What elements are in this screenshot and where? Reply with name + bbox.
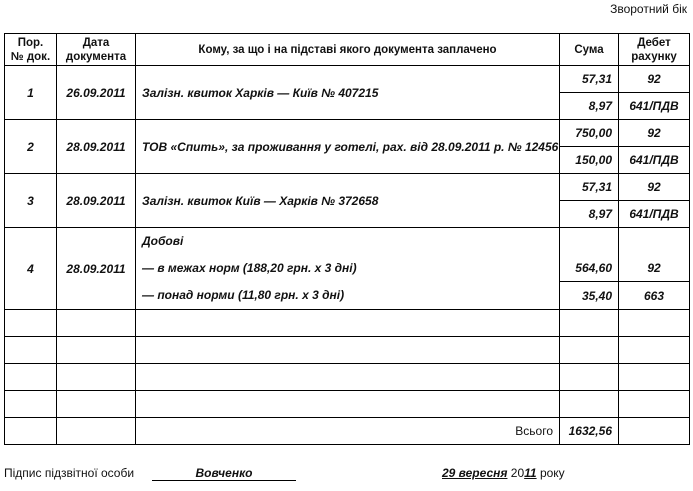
table-row [5,120,690,147]
row-account: 641/ПДВ [619,147,690,174]
header-doc-date: Дата документа [57,34,136,66]
header-description: Кому, за що і на підставі якого документа заплачено [136,34,560,66]
row-sum: 35,40 [560,282,619,310]
table-row-empty [5,310,690,337]
row-account: 641/ПДВ [619,201,690,228]
signature-name: Вовченко [152,466,296,481]
row-number: 3 [5,174,57,228]
row-date: 28.09.2011 [57,174,136,228]
row-date: 26.09.2011 [57,66,136,120]
per-diem-within-norm: — в межах норм (188,20 грн. х 3 дні) [142,261,357,275]
header-sum: Сума [560,34,619,66]
row-sum: 150,00 [560,147,619,174]
row-number: 4 [5,228,57,310]
header-debit: Дебет рахунку [619,34,690,66]
total-value: 1632,56 [560,418,619,445]
header-doc-number: Пор. № док. [5,34,57,66]
row-account [619,228,690,255]
table-row-empty [5,391,690,418]
expense-report-table [4,33,690,445]
row-sum: 57,31 [560,174,619,201]
total-row [5,418,690,445]
row-description: Залізн. квиток Харків — Київ № 407215 [136,66,560,120]
per-diem-title: Добові [142,234,184,248]
signature-label: Підпис підзвітної особи [4,466,135,480]
row-date: 28.09.2011 [57,228,136,310]
row-description [136,228,560,310]
row-description: ТОВ «Спить», за проживання у готелі, рах. від 28.09.2011 р. № 12456 [136,120,560,174]
table-row-empty [5,337,690,364]
table-row [5,66,690,93]
row-sum [560,228,619,255]
row-sum: 57,31 [560,66,619,93]
row-sum: 8,97 [560,201,619,228]
row-sum: 750,00 [560,120,619,147]
table-row [5,174,690,201]
row-account: 641/ПДВ [619,93,690,120]
table-header-row [5,34,690,66]
row-number: 1 [5,66,57,120]
row-account: 92 [619,66,690,93]
table-row-empty [5,364,690,391]
signature-date: 29 вересня 2011 року [442,466,565,480]
table-row [5,228,690,255]
row-number: 2 [5,120,57,174]
reverse-side-label: Зворотний бік [610,2,687,16]
row-sum: 564,60 [560,255,619,282]
per-diem-over-norm: — понад норми (11,80 грн. х 3 дні) [142,288,345,302]
row-account: 92 [619,174,690,201]
row-sum: 8,97 [560,93,619,120]
row-account: 92 [619,255,690,282]
row-account: 663 [619,282,690,310]
total-label: Всього [136,418,560,445]
row-account: 92 [619,120,690,147]
row-date: 28.09.2011 [57,120,136,174]
row-description: Залізн. квиток Київ — Харків № 372658 [136,174,560,228]
